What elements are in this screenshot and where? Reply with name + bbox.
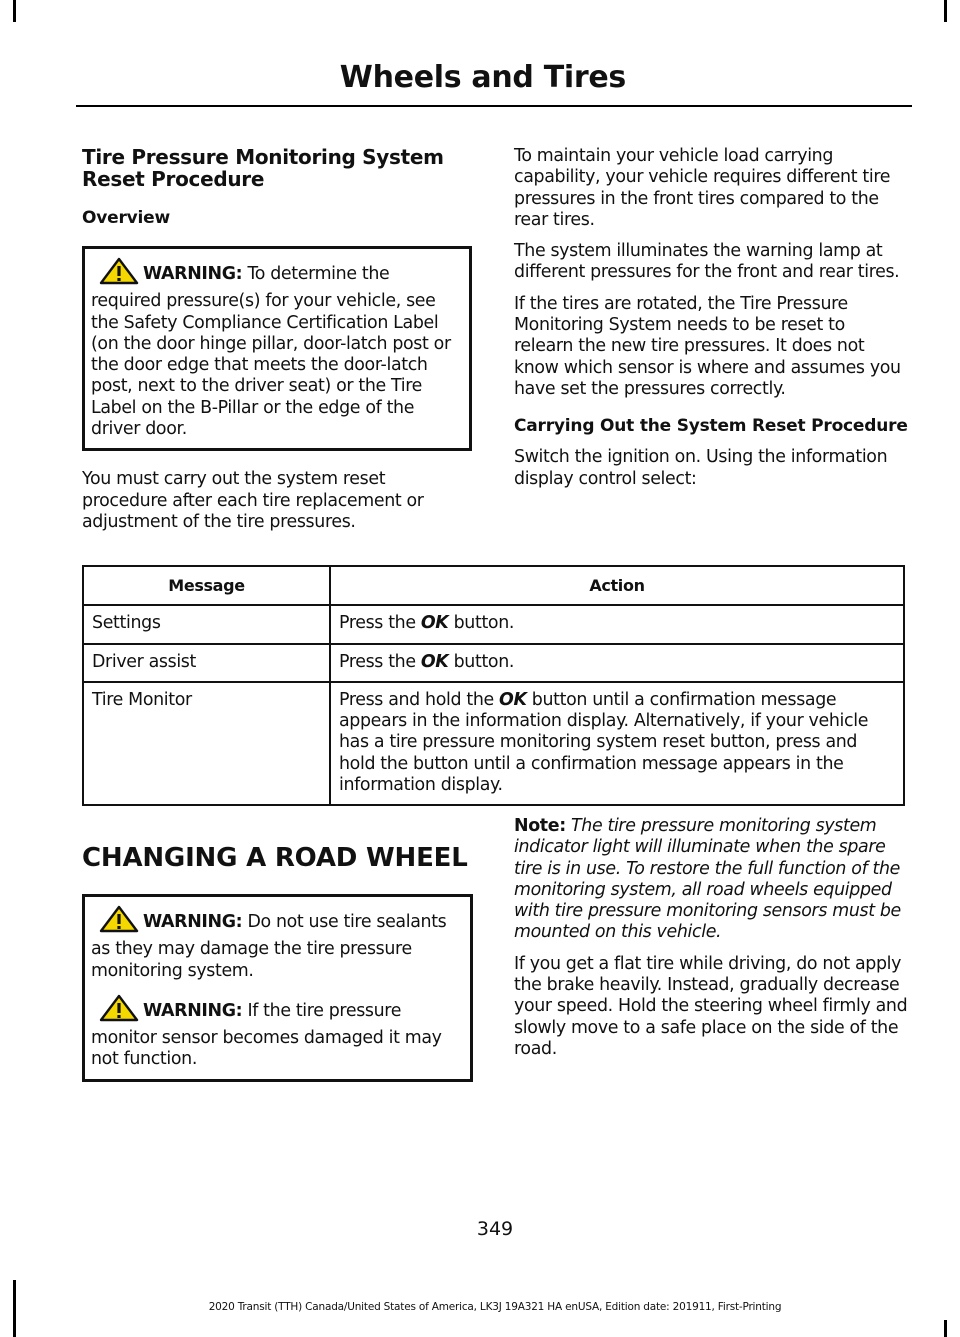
crop-mark-top-right (944, 0, 947, 22)
action-text: button. (448, 651, 515, 672)
note-label: Note: (514, 816, 566, 836)
table-row (83, 644, 904, 682)
reset-procedure-heading: Carrying Out the System Reset Procedure (514, 416, 908, 437)
warning-1-text (91, 257, 463, 440)
warning-3-label: WARNING: (143, 1000, 243, 1021)
table-cell-action (330, 644, 904, 682)
reset-procedure-table (82, 565, 905, 806)
warning-triangle-icon (99, 905, 139, 939)
right-column-lower (514, 816, 909, 1060)
flat-tire-paragraph: If you get a flat tire while driving, do not apply the brake heavily. Instead, gradually decrease your speed. Hold the steering wheel firmly and slowly move to a safe place on the side of the road. (514, 953, 908, 1059)
table-row (83, 605, 904, 643)
table-header-row (83, 566, 904, 605)
action-text: button. (448, 613, 515, 634)
page-header-title: Wheels and Tires (339, 60, 626, 95)
warning-1-body: To determine the required pressure(s) for your vehicle, see the Safety Compliance Certification Label (on the door hinge pillar, door-latch post or the door edge that meets the door-latch post, next to the driver seat) or the Tire Label on the B-Pillar or the edge of the driver door. (91, 264, 451, 440)
table-row (83, 682, 904, 805)
ok-button-label: OK (420, 613, 449, 634)
table-cell-message: Tire Monitor (83, 682, 330, 805)
page-number: 349 (476, 1218, 514, 1240)
ok-button-label: OK (420, 651, 449, 672)
page-footer: 2020 Transit (TTH) Canada/United States of America, LK3J 19A321 HA enUSA, Edition date: 201911, First-Printing (208, 1301, 782, 1313)
table-header-message: Message (83, 566, 330, 605)
header-rule (76, 105, 912, 107)
warning-3-body: If the tire pressure monitor sensor becomes damaged it may not function. (91, 1000, 442, 1070)
ignition-paragraph: Switch the ignition on. Using the information display control select: (514, 447, 888, 489)
warning-lamp-paragraph: The system illuminates the warning lamp at different pressures for the front and rear tires. (514, 241, 900, 283)
action-text: Press the (339, 613, 421, 634)
table-cell-message: Settings (83, 605, 330, 643)
table-header-action: Action (330, 566, 904, 605)
warning-3-text (91, 994, 464, 1071)
reset-required-paragraph: You must carry out the system reset procedure after each tire replacement or adjustment of the tire pressures. (82, 469, 424, 532)
action-text: Press and hold the (339, 689, 500, 710)
warning-2-body: Do not use tire sealants as they may damage the tire pressure monitoring system. (91, 912, 447, 981)
load-capacity-paragraph: To maintain your vehicle load carrying capability, your vehicle requires different tire pressures in the front tires compared to the rear tires. (514, 146, 891, 230)
warning-2-text (91, 905, 464, 982)
table-cell-action (330, 605, 904, 643)
left-column (82, 146, 472, 533)
section-title-changing-wheel: CHANGING A ROAD WHEEL (82, 843, 468, 873)
warning-triangle-icon (99, 994, 139, 1028)
crop-mark-top-left (13, 0, 16, 22)
crop-mark-bottom-right (944, 1320, 947, 1337)
table-cell-action (330, 682, 904, 805)
section-title-tpms-reset: Tire Pressure Monitoring System Reset Procedure (82, 145, 444, 191)
warning-box-2 (82, 894, 473, 1082)
warning-1-label: WARNING: (143, 264, 243, 284)
warning-box-1 (82, 246, 472, 451)
rotation-paragraph: If the tires are rotated, the Tire Pressure Monitoring System needs to be reset to relearn the new tire pressures. It does not know which sensor is where and assumes you have set the pressures correctly. (514, 293, 901, 399)
right-column (514, 146, 909, 490)
spare-tire-note (514, 816, 909, 944)
note-text: The tire pressure monitoring system indicator light will illuminate when the spare tire is in use. To restore the full function of the monitoring system, all road wheels equipped with tire pressure monitoring sensors must be mounted on this vehicle. (514, 816, 901, 943)
action-text: button until a confirmation message appears in the information display. Alternatively, if your vehicle has a tire pressure monitoring system reset button, press and hold the button until a confirmation message appears in the information display. (339, 689, 869, 796)
warning-triangle-icon (99, 257, 139, 291)
ok-button-label: OK (499, 689, 527, 710)
action-text: Press the (339, 651, 421, 672)
overview-heading: Overview (82, 208, 170, 228)
warning-2-label: WARNING: (143, 912, 243, 932)
table-cell-message: Driver assist (83, 644, 330, 682)
